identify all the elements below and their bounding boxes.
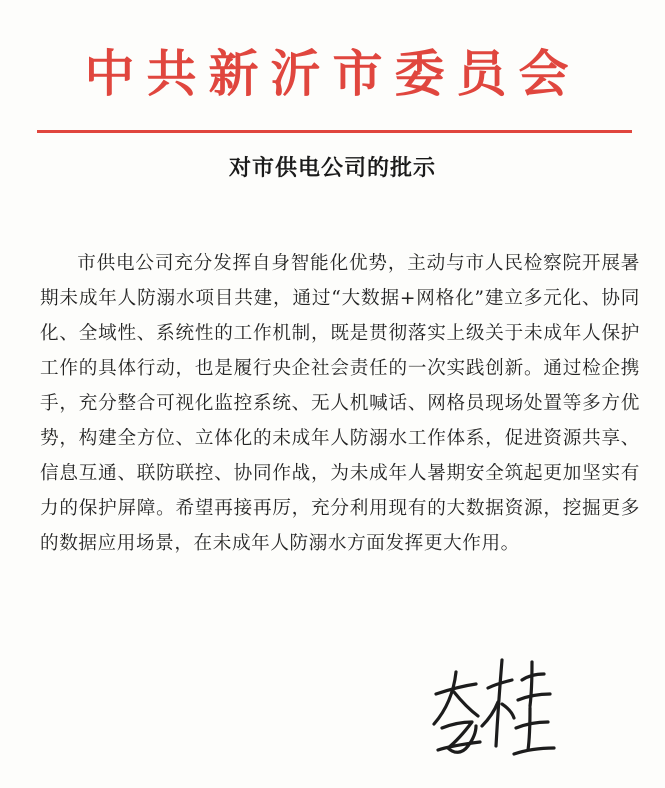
letterhead-title: 中共新沂市委员会: [84, 45, 581, 103]
handwritten-signature: [418, 650, 558, 770]
red-divider-line: [37, 130, 632, 133]
body-paragraph: 市供电公司充分发挥自身智能化优势，主动与市人民检察院开展暑期未成年人防溺水项目共建，通过“大数据+网格化”建立多元化、协同化、全域性、系统性的工作机制，既是贯彻落实上级关于未成年人保护工作的具体行动，也是履行央企社会责任的一次实践创新。通过检企携手，充分整合可视化监控系统、无人机喊话、网格员现场处置等多方优势，构建全方位、立体化的未成年人防溺水工作体系，促进资源共享、信息互通、联防联控、协同作战，为未成年人暑期安全筑起更加坚实有力的保护屏障。希望再接再厉，充分利用现有的大数据资源，挖掘更多的数据应用场景，在未成年人防溺水方面发挥更大作用。: [40, 253, 640, 554]
document-title: 对市供电公司的批示: [228, 156, 436, 181]
document-body: [40, 246, 640, 561]
